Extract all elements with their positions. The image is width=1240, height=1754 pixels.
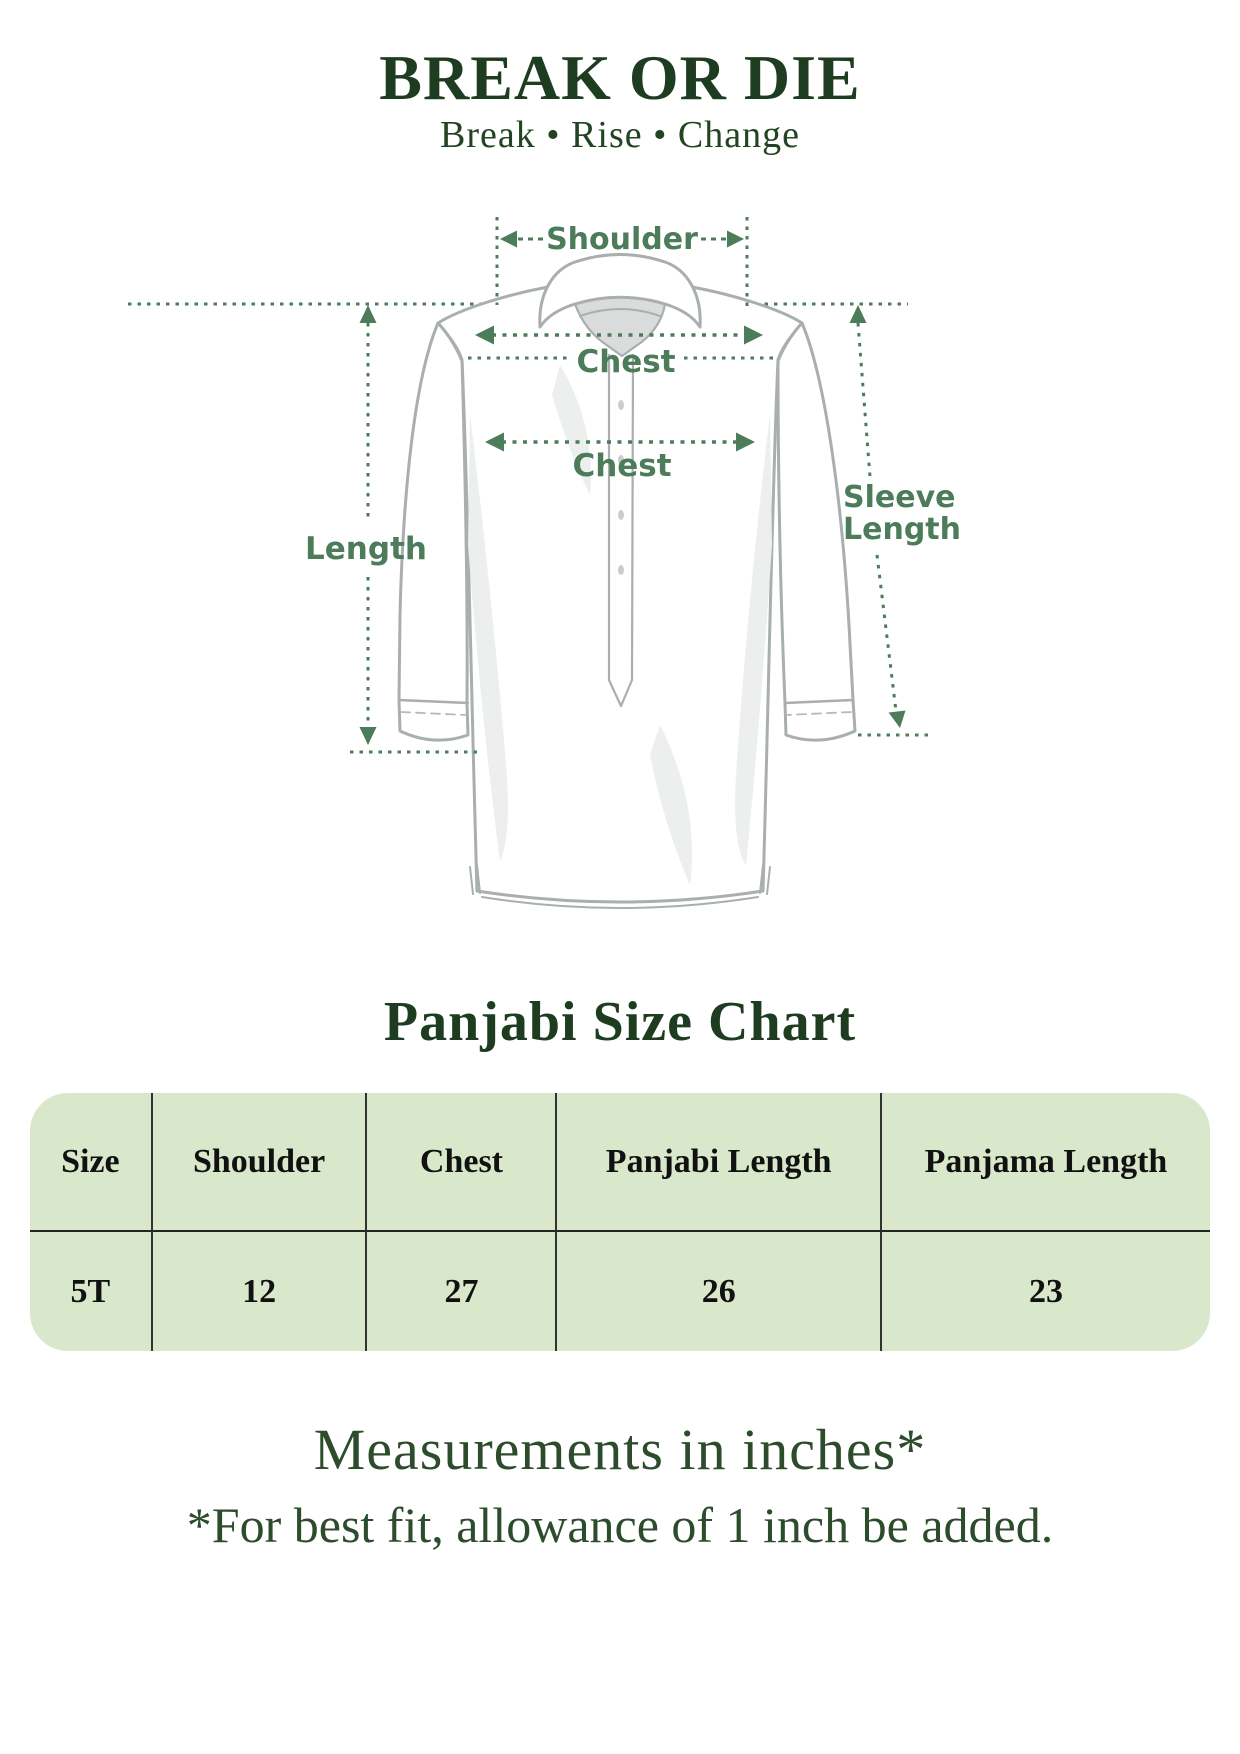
chest-upper-label: Chest [576, 344, 676, 380]
sleeve-arrowhead-up [850, 305, 867, 323]
brand-name: BREAK OR DIE [379, 42, 861, 113]
shoulder-arrowhead-left [500, 231, 517, 248]
size-chart-table [30, 1093, 1210, 1351]
row-cell-chest: 27 [367, 1232, 557, 1351]
shoulder-label: Shoulder [546, 222, 698, 257]
fit-disclaimer: *For best fit, allowance of 1 inch be added. [186, 1497, 1054, 1553]
length-label: Length [305, 531, 427, 567]
header-cell-panjama-length: Panjama Length [882, 1093, 1210, 1232]
row-cell-shoulder: 12 [153, 1232, 368, 1351]
row-cell-panjama-length: 23 [1028, 1272, 1063, 1310]
brand-tagline: Break • Rise • Change [440, 114, 800, 157]
length-arrowhead-down [360, 727, 377, 745]
sleeve-length-label-line2: Length [843, 512, 961, 547]
row-cell-size: 5T [30, 1232, 153, 1351]
header-cell-panjabi-length: Panjabi Length [557, 1093, 882, 1232]
header-cell-size: Size [30, 1093, 153, 1232]
header-cell-chest: Chest [367, 1093, 557, 1232]
measurement-note: Measurements in inches* [313, 1417, 927, 1482]
length-arrowhead-up [360, 305, 377, 323]
row-cell-panjabi-length: 26 [557, 1232, 882, 1351]
chart-title: Panjabi Size Chart [383, 991, 857, 1053]
brand-header [0, 44, 1240, 157]
measurement-diagram [0, 165, 1240, 975]
chest-lower-label: Chest [572, 448, 672, 484]
sleeve-arrowhead-down [889, 711, 906, 729]
sleeve-length-label-line1: Sleeve [843, 480, 956, 515]
shoulder-arrowhead-right [727, 231, 744, 248]
header-cell-shoulder: Shoulder [153, 1093, 368, 1232]
